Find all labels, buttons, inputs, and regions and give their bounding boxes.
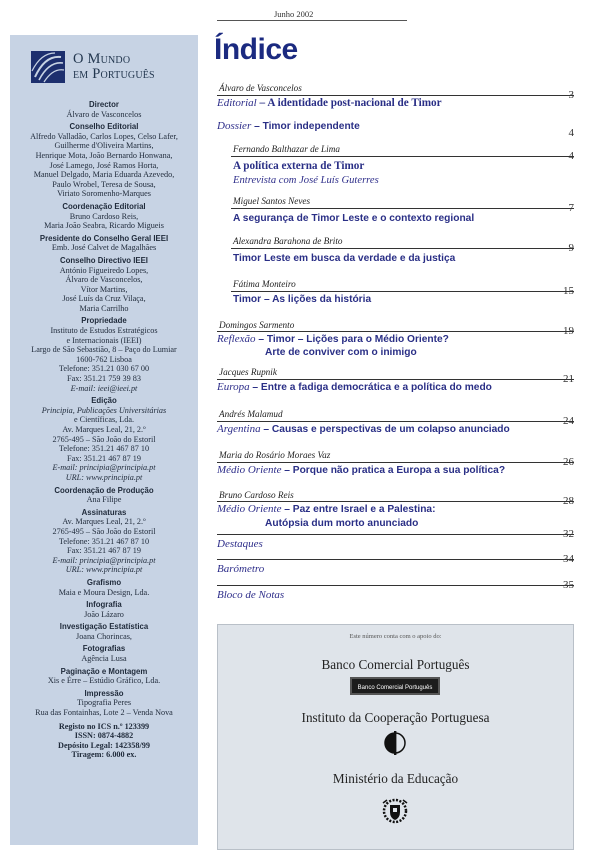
masthead-line: e Científicas, Lda. [73,415,135,425]
sponsor-icp-name: Instituto da Cooperação Portuguesa [301,710,490,725]
logo-line-2: em Português [73,66,155,82]
masthead-line: URL: www.principia.pt [65,472,143,482]
masthead-line: Tipografia Peres [76,698,132,708]
masthead-heading: Infografia [86,600,122,610]
toc-page-number: 15 [563,285,574,297]
toc-page-number: 7 [568,202,574,214]
toc-title-continued: Autópsia dum morto anunciado [265,518,419,529]
masthead-line: Maria João Seabra, Ricardo Migueis [44,221,164,231]
toc-page-number: 28 [563,495,574,507]
toc-section: Bloco de Notas [217,589,285,601]
masthead-line: Emb. José Calvet de Magalhães [51,243,157,253]
toc-dash: – [256,97,268,109]
masthead-heading: Conselho Directivo IEEI [60,255,148,265]
masthead-heading: Propriedade [81,316,127,326]
masthead-line: e Internacionais (IEEI) [66,335,142,345]
toc-title-continued: Arte de conviver com o inimigo [265,347,417,358]
toc-title-line [217,538,263,550]
toc-title: Timor independente [262,121,360,132]
toc-author: Jacques Rupnik [219,367,277,377]
toc-title: A identidade post-nacional de Timor [267,97,442,109]
sidebar [10,35,198,845]
masthead-line: Viriato Soromenho-Marques [57,189,151,199]
toc-title: Timor – As lições da história [233,294,372,305]
masthead-line: Guilherme d'Oliveira Martins, [54,141,154,151]
masthead-line: Álvaro de Vasconcelos [66,109,142,119]
masthead-line: Registo no ICS n.º 123399 [58,721,150,731]
masthead-line: Manuel Delgado, Maria Eduarda Azevedo, [33,170,175,180]
toc-rule [217,421,574,422]
toc-title-line [217,333,449,345]
masthead-line: ISSN: 0874-4882 [74,731,134,741]
masthead-line: Instituto de Estudos Estratégicos [50,326,158,336]
masthead-line: Telefone: 351.21 467 87 10 [58,444,150,454]
masthead-line: Maia e Moura Design, Lda. [58,587,150,597]
toc-dash: – [260,424,272,435]
toc-rule [217,331,574,332]
masthead-line: Depósito Legal: 142358/99 [58,740,150,750]
toc-author: Fernando Balthazar de Lima [233,144,340,154]
toc-title-line [217,589,284,601]
toc-author: Bruno Cardoso Reis [219,490,294,500]
toc-title-line [233,252,455,264]
logo-text [73,52,155,82]
masthead-heading: Paginação e Montagem [60,666,148,676]
masthead-line: Álvaro de Vasconcelos, [65,275,143,285]
masthead-line: Av. Marques Leal, 21, 2.º [62,425,146,434]
masthead-heading: Presidente do Conselho Geral IEEI [39,233,169,243]
toc-subtitle: Entrevista com José Luís Guterres [233,175,379,186]
masthead-line: Telefone: 351.21 467 87 10 [58,536,150,546]
toc-title: A segurança de Timor Leste e o contexto regional [233,213,475,224]
toc-title-line [217,563,264,575]
toc-title: Entre a fadiga democrática e a política do medo [260,382,492,393]
masthead-line: Maria Carrilho [79,303,129,313]
toc-rule [231,156,574,157]
toc-rule [217,534,574,535]
issue-date: Junho 2002 [274,9,314,19]
masthead-heading: Conselho Editorial [69,122,139,132]
toc-title: Causas e perspectivas de um colapso anunciado [271,424,510,435]
masthead-line: E-mail: ieei@ieei.pt [70,383,138,393]
toc-dash: – [251,121,263,132]
sponsor-me-name: Ministério da Educação [332,771,459,786]
masthead-line: Joana Chorincas, [76,631,132,641]
toc-rule [217,95,574,96]
cooperation-emblem-icon [382,730,408,756]
toc-section: Médio Oriente [217,503,282,515]
masthead-heading: Investigação Estatística [59,622,149,632]
bcp-logo: Banco Comercial Português [350,677,440,695]
page-title: Índice [214,33,298,66]
masthead-line: E-mail: principia@principia.pt [52,463,156,473]
masthead-line: Fax: 351.21 467 87 19 [67,546,141,556]
toc-section: Médio Oriente [217,464,282,476]
toc-rule [217,559,574,560]
masthead-line: Paulo Wrobel, Teresa de Sousa, [52,179,156,189]
masthead-line: 2765-495 – São João do Estoril [52,434,156,444]
masthead-line: Xis e Érre – Estúdio Gráfico, Lda. [47,676,161,686]
toc-title: Timor – Lições para o Médio Oriente? [266,334,449,345]
masthead-line: 1600-762 Lisboa [76,354,132,364]
toc-title-line [233,293,371,305]
logo-line-1: O Mundo [73,51,131,67]
masthead-heading: Coordenação Editorial [62,201,146,211]
toc-section: Barómetro [217,563,265,575]
toc-rule [217,585,574,586]
coat-of-arms-icon [379,797,411,825]
toc-rule [217,462,574,463]
masthead [10,97,198,760]
masthead-line: Principia, Publicações Universitárias [41,405,167,415]
toc-second-line [265,517,418,529]
masthead-line: 2765-495 – São João do Estoril [52,526,156,536]
toc-dash: – [255,334,267,345]
masthead-line: Rua das Fontainhas, Lote 2 – Venda Nova [35,708,173,718]
toc-section: Argentina [217,423,261,435]
toc-page-number: 4 [568,150,574,162]
toc-author: Miguel Santos Neves [233,196,311,206]
toc-section: Europa [217,381,250,393]
toc-title: Porque não pratica a Europa a sua política? [292,465,506,476]
masthead-line: Agência Lusa [81,654,127,664]
masthead-heading: Director [89,100,119,109]
masthead-line: Fax: 351.21 467 87 19 [67,453,141,463]
toc-page-number: 34 [563,553,574,565]
masthead-line: Bruno Cardoso Reis, [69,211,139,221]
masthead-heading: Coordenação de Produção [54,485,154,495]
sponsor-intro: Este número conta com o apoio do: [349,633,442,640]
toc-title: Paz entre Israel e a Palestina: [292,504,436,515]
toc-author: Alexandra Barahona de Brito [233,236,343,246]
toc-rule [231,208,574,209]
toc-author: Domingos Sarmento [219,320,295,330]
masthead-line: E-mail: principia@principia.pt [52,555,156,565]
masthead-line: Telefone: 351.21 030 67 00 [58,364,150,374]
masthead-line: José Lamego, José Ramos Horta, [49,160,159,170]
masthead-heading: Edição [91,396,117,406]
toc-rule [217,379,574,380]
sponsor-box [217,624,574,850]
toc-title-line [217,381,492,393]
toc-section: Reflexão [217,333,256,345]
masthead-line: Fax: 351.21 759 39 83 [67,374,141,384]
toc-rule [231,248,574,249]
masthead-line: José Luís da Cruz Vilaça, [62,294,146,304]
toc-dash: – [281,504,293,515]
masthead-line: Vítor Martins, [80,284,128,294]
masthead-line: Tiragem: 6.000 ex. [71,750,137,760]
masthead-line: Av. Marques Leal, 21, 2.º [62,517,146,527]
toc-rule [231,291,574,292]
masthead-line: Alfredo Valladão, Carlos Lopes, Celso Lafer, [30,131,178,141]
masthead-heading: Assinaturas [81,507,127,517]
toc-dash: – [249,382,261,393]
toc-second-line [265,346,417,358]
globe-swirl-icon [31,51,65,83]
toc-title-line [217,464,505,476]
date-rule [217,20,407,21]
magazine-logo [31,51,191,91]
masthead-heading: Grafismo [86,577,122,587]
toc-author: Maria do Rosário Moraes Vaz [219,450,331,460]
toc-page-number: 9 [568,242,574,254]
toc-title: Timor Leste em busca da verdade e da justiça [233,253,456,264]
toc-title-line [217,423,510,435]
toc-page-number: 35 [563,579,574,591]
toc-section: Editorial [217,97,257,109]
toc-title: A política externa de Timor [233,160,365,172]
toc-page-number: 19 [563,325,574,337]
toc-title-line [217,503,435,515]
masthead-line: URL: www.principia.pt [65,565,143,575]
toc-section: Dossier [217,120,252,132]
toc-page-number: 21 [563,373,574,385]
toc-page-number: 24 [563,415,574,427]
masthead-heading: Impressão [84,688,124,698]
masthead-line: Largo de São Sebastião, 8 – Paço do Lumiar [31,345,177,355]
toc-title-line [233,212,474,224]
toc-page-number: 32 [563,528,574,540]
masthead-line: Ana Filipe [86,495,122,505]
toc-dash: – [281,465,293,476]
masthead-line: Henrique Mota, João Bernardo Honwana, [35,150,173,160]
toc-rule [217,501,574,502]
masthead-line: António Figueiredo Lopes, [59,265,149,275]
toc-author: Fátima Monteiro [233,279,296,289]
sponsor-bcp-name: Banco Comercial Português [321,657,470,672]
toc-author: Álvaro de Vasconcelos [219,83,302,93]
masthead-heading: Fotografias [82,644,126,654]
toc-page-number: 26 [563,456,574,468]
toc-title-line [233,160,364,172]
toc-section: Destaques [217,538,263,550]
toc-page-number: 3 [568,89,574,101]
toc-second-line [233,174,379,186]
masthead-line: João Lázaro [84,609,124,619]
toc-author: Andrés Malamud [219,409,283,419]
toc-page-number: 4 [568,127,574,139]
toc-title-line [217,97,442,109]
toc-title-line [217,120,360,132]
